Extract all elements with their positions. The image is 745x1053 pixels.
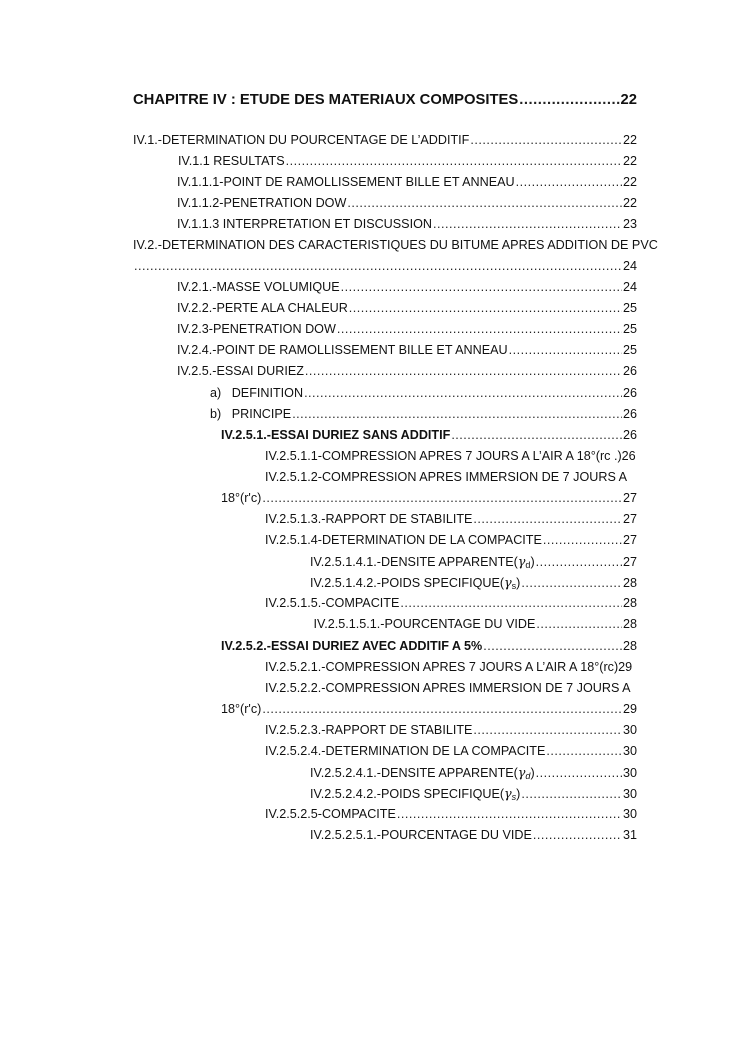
toc-entry[interactable] [177,319,637,340]
entry-title: IV.2.5.1.4-DETERMINATION DE LA COMPACITE [265,533,542,547]
entry-title-continuation: 18°(r'c) [221,702,262,716]
page-number: 30 [622,787,637,801]
toc-entry[interactable] [177,277,637,298]
dot-leader [533,825,622,846]
dot-leader [305,361,622,382]
toc-entry[interactable] [265,530,637,551]
page-number: 30 [622,744,637,758]
entry-title-text: IV.2.5.2.4.2.-POIDS SPECIFIQUE( [310,787,505,801]
entry-title: IV.2.4.-POINT DE RAMOLLISSEMENT BILLE ET ANNEAU [177,343,508,357]
toc-entry[interactable] [265,509,637,530]
dot-leader [473,720,622,741]
dot-leader [473,509,622,530]
page-number: 26 [622,407,637,421]
dot-leader [397,804,622,825]
toc-entry[interactable] [177,340,637,361]
entry-title-text: IV.2.5.2.4.1.-DENSITE APPARENTE( [310,766,518,780]
entry-title: IV.2.5.1.-ESSAI DURIEZ SANS ADDITIF [221,428,451,442]
entry-title: IV.2.5.2.5-COMPACITE [265,807,396,821]
page-number: 31 [622,828,637,842]
toc-chapter-title[interactable] [133,88,637,112]
toc-entry[interactable] [310,614,637,635]
dot-leader [519,88,619,112]
entry-title: IV.2.5.2.-ESSAI DURIEZ AVEC ADDITIF A 5% [221,639,483,653]
entry-title: IV.2.5.2.3.-RAPPORT DE STABILITE [265,723,473,737]
dot-leader [286,151,622,172]
gamma-symbol: γ [517,765,526,780]
entry-title-text: IV.2.5.1.4.2.-POIDS SPECIFIQUE( [310,576,505,590]
page-number: 28 [622,596,637,610]
page-number: 24 [622,259,637,273]
dot-leader [262,488,622,509]
entry-title: IV.1.1.3 INTERPRETATION ET DISCUSSION [177,217,432,231]
chapter-title: CHAPITRE IV : ETUDE DES MATERIAUX COMPOSITES [133,92,519,108]
page-number: 22 [622,133,637,147]
entry-title: IV.2.5.-ESSAI DURIEZ [177,364,304,378]
dot-leader [341,277,622,298]
subscript: d [525,560,531,570]
entry-title: IV.2.5.2.4.-DETERMINATION DE LA COMPACITE [265,744,546,758]
entry-title: IV.2.2.-PERTE ALA CHALEUR [177,301,348,315]
entry-title: IV.1.1.1-POINT DE RAMOLLISSEMENT BILLE ET ANNEAU [177,175,515,189]
toc-entry-title-wrapped[interactable]: IV.2.5.1.2-COMPRESSION APRES IMMERSION DE 7 JOURS A [265,470,628,484]
toc-entry-continuation[interactable] [221,488,637,509]
page-number: 22 [622,196,637,210]
page-number: 25 [622,343,637,357]
page-number: 29 [622,702,637,716]
gamma-symbol: γ [504,575,512,590]
toc-entry[interactable] [177,214,637,235]
entry-title: IV.2.5.2.5.1.-POURCENTAGE DU VIDE [310,828,532,842]
toc-entry[interactable] [265,741,637,762]
gamma-symbol: γ [504,786,512,801]
page-number: 23 [622,217,637,231]
page-number: 28 [622,617,637,631]
toc-entry-title-wrapped[interactable]: IV.2.5.1.1-COMPRESSION APRES 7 JOURS A L’AIR A 18°(rc .)26 [265,449,636,463]
toc-entry[interactable] [265,593,637,614]
dot-leader [546,741,622,762]
page-number: 26 [622,364,637,378]
toc-entry[interactable] [177,298,637,319]
dot-leader [483,636,622,657]
entry-title: IV.1.1 RESULTATS [178,154,285,168]
toc-entry[interactable] [210,404,637,425]
page-number: 28 [622,639,637,653]
dot-leader [433,214,622,235]
toc-entry[interactable] [177,193,637,214]
toc-entry[interactable] [177,172,637,193]
dot-leader [400,593,622,614]
closing-paren: ) [530,766,535,780]
page-number: 22 [622,175,637,189]
page-number: 30 [622,766,637,780]
gamma-symbol: γ [517,554,526,569]
dot-leader [349,298,622,319]
toc-entry[interactable] [310,572,637,593]
page-number: 22 [620,92,637,108]
toc-entry[interactable] [310,825,637,846]
dot-leader [521,784,622,805]
dot-leader [521,573,622,594]
toc-entry[interactable] [265,720,637,741]
entry-title: IV.1.1.2-PENETRATION DOW [177,196,347,210]
dot-leader [536,552,622,573]
page-number: 22 [622,154,637,168]
page-number: 27 [622,512,637,526]
page-number: 24 [622,280,637,294]
toc-entry[interactable] [210,383,637,404]
closing-paren: ) [516,576,521,590]
subscript: d [525,771,531,781]
page-number: 26 [622,428,637,442]
toc-entry[interactable] [310,762,637,783]
entry-title: b) PRINCIPE [210,407,292,421]
dot-leader [262,699,622,720]
page-number: 27 [622,555,637,569]
toc-entry[interactable] [178,151,637,172]
page-number: 27 [622,533,637,547]
dot-leader [516,172,622,193]
toc-entry[interactable] [265,804,637,825]
page-number: 25 [622,301,637,315]
toc-entry-continuation[interactable] [221,699,637,720]
toc-entry[interactable] [310,551,637,572]
page-number: 25 [622,322,637,336]
dot-leader [337,319,622,340]
toc-entry[interactable] [221,425,637,446]
dot-leader [134,256,622,277]
entry-title-continuation: 18°(r'c) [221,491,262,505]
entry-title: IV.2.3-PENETRATION DOW [177,322,336,336]
entry-title: IV.2.5.1.5.1.-POURCENTAGE DU VIDE [310,617,536,631]
toc-entry[interactable] [221,636,637,657]
dot-leader [451,425,622,446]
toc-entry[interactable] [133,130,637,151]
toc-entry[interactable] [177,361,637,382]
entry-title: IV.2.5.1.3.-RAPPORT DE STABILITE [265,512,473,526]
dot-leader [292,404,622,425]
page-number: 30 [622,723,637,737]
toc-entry-continuation[interactable] [133,256,637,277]
subscript: s [511,581,517,591]
closing-paren: ) [516,787,521,801]
dot-leader [347,193,622,214]
dot-leader [470,130,622,151]
subscript: s [511,792,517,802]
toc-entry-title-wrapped[interactable]: IV.2.5.2.1.-COMPRESSION APRES 7 JOURS A L’AIR A 18°(rc)29 [265,660,633,674]
closing-paren: ) [530,555,535,569]
entry-title: IV.1.-DETERMINATION DU POURCENTAGE DE L’ADDITIF [133,133,470,147]
entry-title: IV.2.1.-MASSE VOLUMIQUE [177,280,340,294]
dot-leader [536,763,622,784]
toc-entry[interactable] [310,783,637,804]
page-number: 30 [622,807,637,821]
dot-leader [304,383,622,404]
entry-title: a) DEFINITION [210,386,304,400]
page-number: 27 [622,491,637,505]
dot-leader [536,614,622,635]
toc-entry-title-wrapped[interactable]: IV.2.5.2.2.-COMPRESSION APRES IMMERSION DE 7 JOURS A [265,681,631,695]
dot-leader [543,530,622,551]
dot-leader [509,340,622,361]
entry-title-text: IV.2.5.1.4.1.-DENSITE APPARENTE( [310,555,518,569]
page-number: 28 [622,576,637,590]
toc-entry-title-wrapped[interactable]: IV.2.-DETERMINATION DES CARACTERISTIQUES DU BITUME APRES ADDITION DE PVC [133,238,658,252]
page-number: 26 [622,386,637,400]
entry-title: IV.2.5.1.5.-COMPACITE [265,596,400,610]
